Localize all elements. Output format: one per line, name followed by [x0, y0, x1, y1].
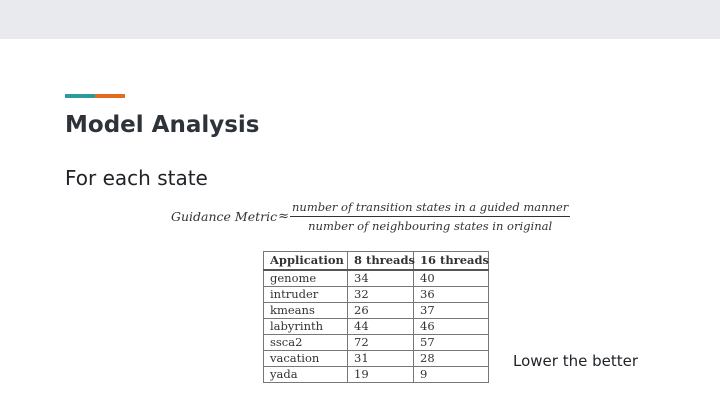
- slide-title: Model Analysis: [65, 112, 260, 138]
- column-header-8-threads: 8 threads: [348, 252, 414, 271]
- cell-16-threads: 37: [414, 303, 489, 319]
- cell-application: labyrinth: [264, 319, 348, 335]
- cell-application: intruder: [264, 287, 348, 303]
- cell-8-threads: 72: [348, 335, 414, 351]
- cell-8-threads: 44: [348, 319, 414, 335]
- cell-8-threads: 19: [348, 367, 414, 383]
- table-row: [264, 367, 489, 383]
- cell-16-threads: 36: [414, 287, 489, 303]
- fraction-bar: [290, 216, 570, 217]
- table-row: [264, 335, 489, 351]
- column-header-16-threads: 16 threads: [414, 252, 489, 271]
- cell-8-threads: 32: [348, 287, 414, 303]
- results-table: [263, 251, 489, 383]
- note-lower-better: Lower the better: [513, 352, 638, 370]
- cell-8-threads: 34: [348, 270, 414, 287]
- column-header-application: Application: [264, 252, 348, 271]
- cell-8-threads: 26: [348, 303, 414, 319]
- formula-lhs: Guidance Metric: [171, 208, 278, 224]
- cell-8-threads: 31: [348, 351, 414, 367]
- cell-application: ssca2: [264, 335, 348, 351]
- table-row: [264, 351, 489, 367]
- cell-16-threads: 40: [414, 270, 489, 287]
- accent-bar-orange: [95, 94, 125, 98]
- guidance-metric-formula: [171, 198, 570, 234]
- table-header-row: [264, 252, 489, 271]
- accent-bar-teal: [65, 94, 95, 98]
- table-row: [264, 319, 489, 335]
- formula-operator: ≈: [278, 208, 290, 224]
- cell-application: kmeans: [264, 303, 348, 319]
- cell-16-threads: 28: [414, 351, 489, 367]
- cell-16-threads: 9: [414, 367, 489, 383]
- table-row: [264, 270, 489, 287]
- slide-subtitle: For each state: [65, 166, 208, 190]
- formula-denominator: number of neighbouring states in original: [308, 218, 553, 233]
- cell-16-threads: 57: [414, 335, 489, 351]
- cell-application: yada: [264, 367, 348, 383]
- table-row: [264, 303, 489, 319]
- cell-application: vacation: [264, 351, 348, 367]
- formula-numerator: number of transition states in a guided manner: [292, 199, 569, 214]
- cell-16-threads: 46: [414, 319, 489, 335]
- formula-fraction: [290, 200, 570, 233]
- table-row: [264, 287, 489, 303]
- top-band: [0, 0, 720, 39]
- cell-application: genome: [264, 270, 348, 287]
